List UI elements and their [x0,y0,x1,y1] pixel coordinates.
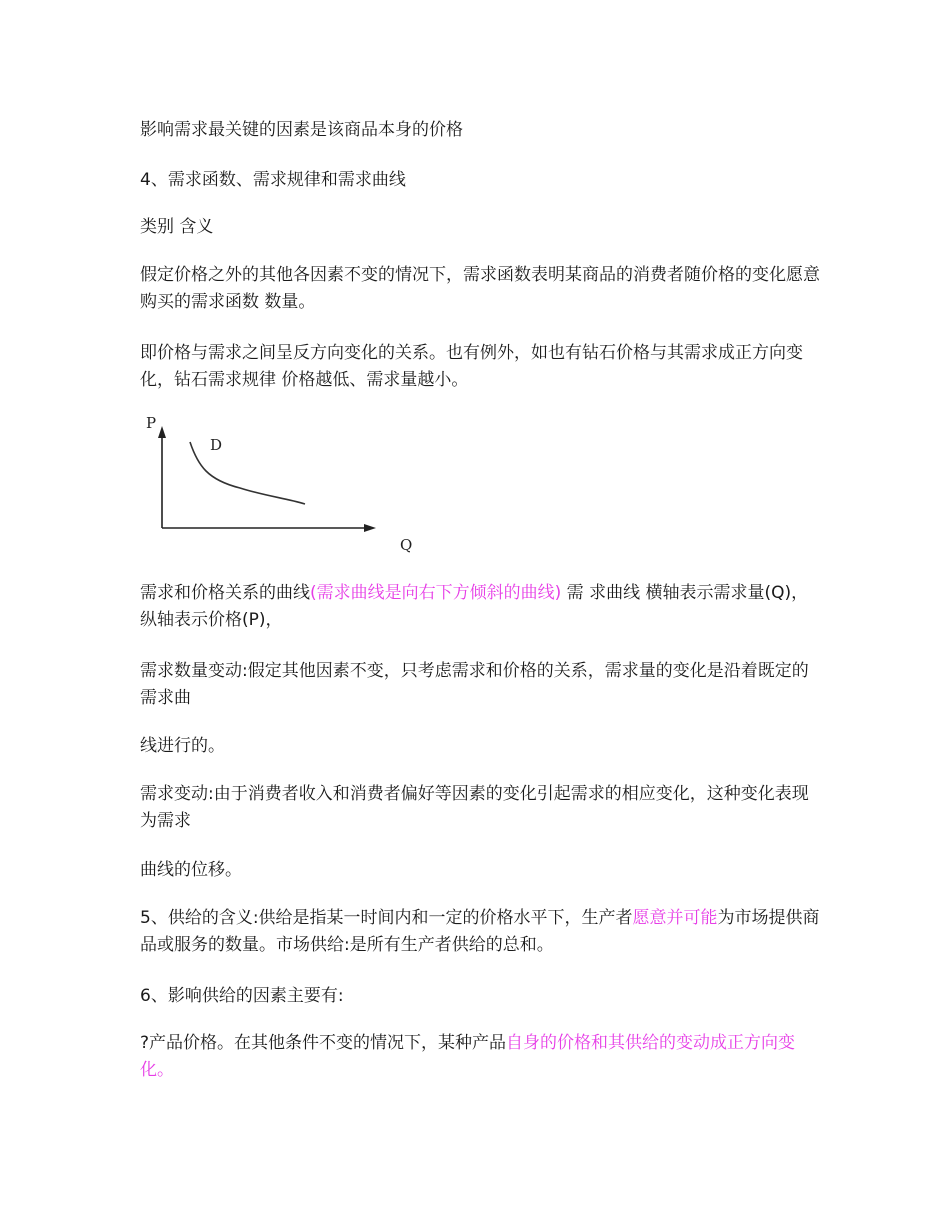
paragraph-product-price [140,1030,820,1084]
paragraph-demand-key-factor [140,117,820,144]
text: 即价格与需求之间呈反方向变化的关系。也有例外，如也有钻石价格与其需求成正方向变化，钻石需求规律 价格越低、需求量越小。 [140,343,803,390]
paragraph-quantity-change-cont [140,733,820,760]
text: 影响需求最关键的因素是该商品本身的价格 [140,120,463,140]
text: 需求数量变动:假定其他因素不变，只考虑需求和价格的关系，需求量的变化是沿着既定的需求曲 [140,661,809,708]
paragraph-supply-meaning [140,905,820,959]
y-axis-label: P [146,414,157,432]
text: 线进行的。 [140,736,225,756]
text: 假定价格之外的其他各因素不变的情况下，需求函数表明某商品的消费者随价格的变化愿意购买的需求函数 数量。 [140,265,820,312]
highlighted-text: 自身的价格和其供给的变动成正方向变化。 [140,1033,796,1080]
demand-curve [190,442,305,504]
paragraph-demand-shift-cont [140,857,820,884]
curve-label: D [210,436,223,454]
paragraph-quantity-change [140,658,820,712]
highlighted-text: (需求曲线是向右下方倾斜的曲线) [310,583,562,603]
demand-curve-figure [140,408,420,558]
text: 5、供给的含义:供给是指某一时间内和一定的价格水平下，生产者 [140,908,633,928]
paragraph-demand-function [140,262,820,316]
text: 需 求曲线 横轴表示需求量(Q)，纵轴表示价格(P)， [140,583,809,630]
text: 为市场提供商品或服务的数量。市场供给:是所有生产者供给的总和。 [140,908,820,955]
text: ?产品价格。在其他条件不变的情况下，某种产品 [140,1033,507,1053]
text: 类别 含义 [140,217,214,237]
heading-demand-function [140,167,820,194]
highlighted-text: 愿意并可能 [632,908,718,928]
text: 4、需求函数、需求规律和需求曲线 [140,170,406,190]
x-axis-arrow [364,524,376,532]
paragraph-demand-curve [140,580,820,634]
text: 需求和价格关系的曲线 [140,583,310,603]
text: 6、影响供给的因素主要有: [140,986,344,1006]
paragraph-demand-law [140,340,820,394]
paragraph-demand-shift [140,781,820,835]
x-axis-label: Q [400,536,413,554]
heading-supply-factors [140,983,820,1010]
text: 曲线的位移。 [140,860,242,880]
text: 需求变动:由于消费者收入和消费者偏好等因素的变化引起需求的相应变化，这种变化表现为需求 [140,784,809,831]
paragraph-category-meaning [140,214,820,241]
y-axis-arrow [158,426,166,438]
